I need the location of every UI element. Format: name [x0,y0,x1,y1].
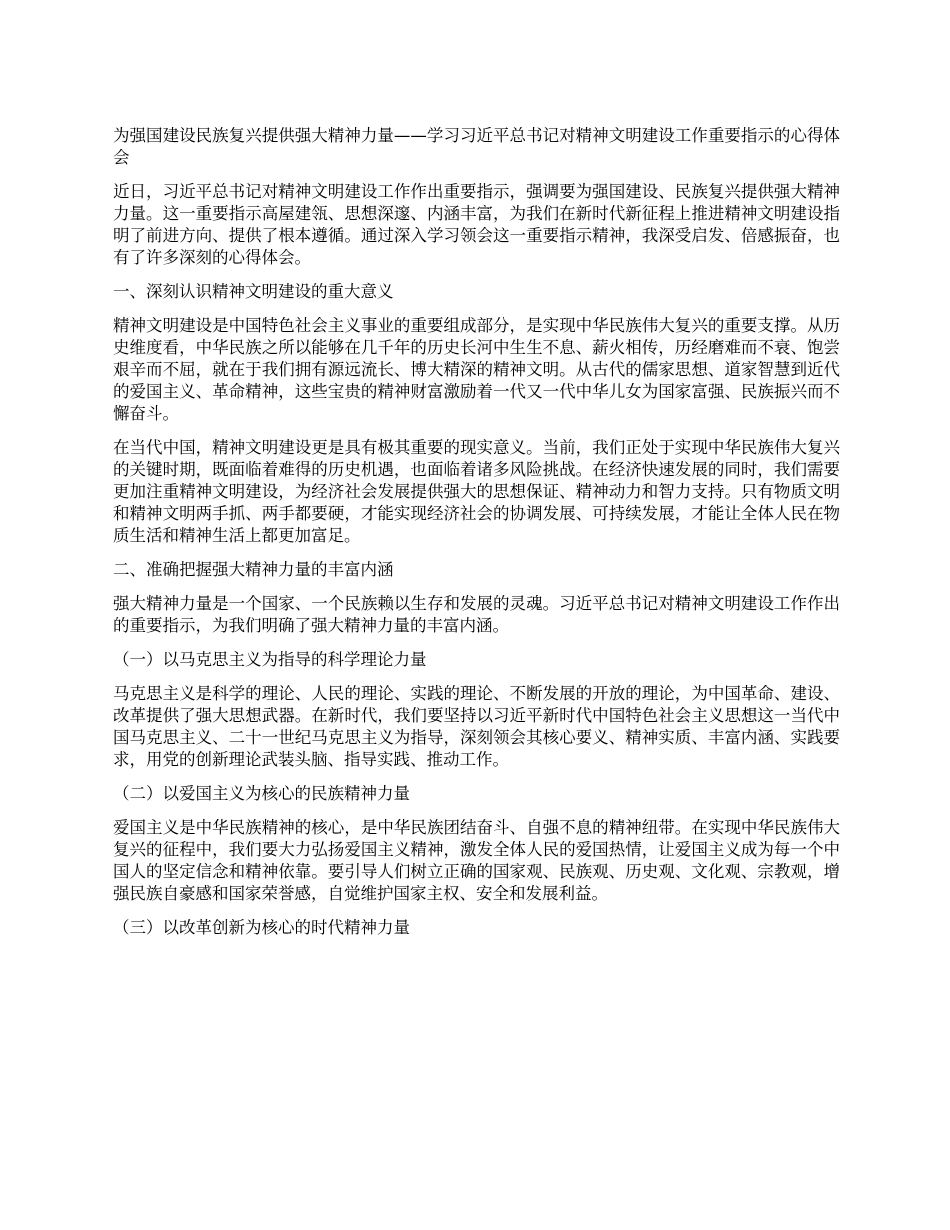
section-heading-1: 一、深刻认识精神文明建设的重大意义 [113,282,394,301]
subsection-heading-2: （二）以爱国主义为核心的民族精神力量 [113,784,410,803]
document-title: 为强国建设民族复兴提供强大精神力量——学习习近平总书记对精神文明建设工作重要指示的心得体会 [113,126,840,167]
section-heading-2: 二、准确把握强大精神力量的丰富内涵 [113,560,394,579]
paragraph-subsection2: 爱国主义是中华民族精神的核心，是中华民族团结奋斗、自强不息的精神纽带。在实现中华民族伟大复兴的征程中，我们要大力弘扬爱国主义精神，激发全体人民的爱国热情，让爱国主义成为每一个中国人的坚定信念和精神依靠。要引导人们树立正确的国家观、民族观、历史观、文化观、宗教观，增强民族自豪感和国家荣誉感，自觉维护国家主权、安全和发展利益。 [113,818,840,903]
subsection-heading-1: （一）以马克思主义为指导的科学理论力量 [113,650,427,669]
paragraph-section1-history: 精神文明建设是中国特色社会主义事业的重要组成部分，是实现中华民族伟大复兴的重要支撑。从历史维度看，中华民族之所以能够在几千年的历史长河中生生不息、薪火相传，历经磨难而不衰、饱尝艰辛而不屈，就在于我们拥有源远流长、博大精深的精神文明。从古代的儒家思想、道家智慧到近代的爱国主义、革命精神，这些宝贵的精神财富激励着一代又一代中华儿女为国家富强、民族振兴而不懈奋斗。 [113,316,840,423]
paragraph-section1-contemporary: 在当代中国，精神文明建设更是具有极其重要的现实意义。当前，我们正处于实现中华民族伟大复兴的关键时期，既面临着难得的历史机遇，也面临着诸多风险挑战。在经济快速发展的同时，我们需要更加注重精神文明建设，为经济社会发展提供强大的思想保证、精神动力和智力支持。只有物质文明和精神文明两手抓、两手都要硬，才能实现经济社会的协调发展、可持续发展，才能让全体人民在物质生活和精神生活上都更加富足。 [113,438,840,545]
paragraph-section2-intro: 强大精神力量是一个国家、一个民族赖以生存和发展的灵魂。习近平总书记对精神文明建设工作作出的重要指示，为我们明确了强大精神力量的丰富内涵。 [113,594,840,635]
paragraph-subsection1: 马克思主义是科学的理论、人民的理论、实践的理论、不断发展的开放的理论，为中国革命、建设、改革提供了强大思想武器。在新时代，我们要坚持以习近平新时代中国特色社会主义思想这一当代中国马克思主义、二十一世纪马克思主义为指导，深刻领会其核心要义、精神实质、丰富内涵、实践要求，用党的创新理论武装头脑、指导实践、推动工作。 [113,684,840,769]
subsection-heading-3: （三）以改革创新为核心的时代精神力量 [113,918,410,937]
document-page [113,125,840,951]
paragraph-intro: 近日，习近平总书记对精神文明建设工作作出重要指示，强调要为强国建设、民族复兴提供强大精神力量。这一重要指示高屋建瓴、思想深邃、内涵丰富，为我们在新时代新征程上推进精神文明建设指明了前进方向、提供了根本遵循。通过深入学习领会这一重要指示精神，我深受启发、倍感振奋，也有了许多深刻的心得体会。 [113,182,840,267]
